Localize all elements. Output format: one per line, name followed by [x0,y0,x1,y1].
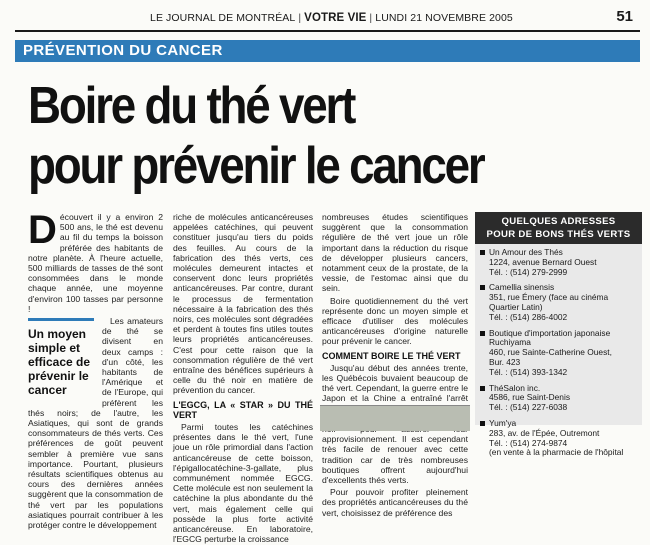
shop-name: Yum'ya [489,417,517,428]
column-2-paragraph-2: Parmi toutes les catéchines présentes dans le thé vert, l'une joue un rôle primordial dans l'action anticancéreuse de cette boisson, l'épigallocatéchine-3-gallate, plus communément nommée EGCG. Cette molécule est non seulement la catéchine la plus abondante du thé vert, mais également celle qui possède la plus forte activité anticancéreuse. En laboratoire, l'EGCG perturbe la croissance [173,422,313,545]
article-column-2 [173,212,313,545]
square-bullet-icon [480,421,485,426]
address-entry [480,384,638,413]
shop-address: 1224, avenue Bernard Ouest [489,256,597,267]
page-number: 51 [616,8,633,25]
shop-note: (en vente à la pharmacie de l'hôpital [489,447,624,458]
address-sidebar [475,212,642,458]
column-1-paragraph-1: écouvert il y a environ 2 500 ans, le thé est devenu au fil du temps la boisson préférée des habitants de notre planète. À l'heure actuelle, 500 milliards de tasses de thé sont consommées dans le monde chaque année, une moyenne d'environ 100 tasses par personne ! [28,212,163,314]
address-entry [480,329,638,378]
sidebar-title-line-2: POUR DE BONS THÉS VERTS [486,229,631,240]
shop-address: 283, av. de l'Épée, Outremont [489,427,600,438]
shop-name: Camellia sinensis [489,282,555,293]
sidebar-title [475,212,642,244]
address-entry [480,283,638,322]
sidebar-title-line-1: QUELQUES ADRESSES [501,216,616,227]
square-bullet-icon [480,331,485,336]
column-3-paragraph-3: Jusqu'au début des années trente, les Québécois buvaient beaucoup de thé vert. Cependant, la guerre entre le Japon et la Chine a entraîné l'arrêt approvisionnement. Il est cependant très facile de renouer avec cette tradition car de très nombreuses boutiques offrent aujourd'hui d'excellents thés verts. [322,362,468,486]
section-banner-label: PRÉVENTION DU CANCER [23,42,223,59]
shop-phone: Tél. : (514) 286-4002 [489,311,568,322]
headline-line-1: Boire du thé vert [28,77,355,135]
square-bullet-icon [480,250,485,255]
column-3-paragraph-4: Pour pouvoir profiter pleinement des propriétés anticancéreuses du thé vert, choisissez de préférence des [322,487,468,518]
column-1-paragraph-2: Les amateurs de thé se divisent en deux camps : d'un côté, les habitants de l'Amérique et de l'Europe, qui préfèrent les thés noirs; de l'autre, les Asiatiques, qui sont de grands consommateurs de thés verts. Ces préférences de goût peuvent sembler à première vue sans importance. Pourtant, plusieurs résultats scientifiques obtenus au cours des dernières années suggèrent que la consommation de thé vert par les populations asiatiques pourrait contribuer à les protéger contre le développement [28,316,163,531]
section-banner [15,40,640,62]
shop-name: Un Amour des Thés [489,247,563,257]
section-name: VOTRE VIE [304,12,367,24]
shop-phone: Tél. : (514) 279-2999 [489,266,568,277]
shop-address-detail: Bur. 423 [489,356,521,367]
shop-name: ThéSalon inc. [489,382,541,393]
column-3-paragraph-2: Boire quotidiennement du thé vert représente donc un moyen simple et efficace d'utiliser des molécules anticancéreuses d'origine naturelle pour prévenir le cancer. [322,295,468,347]
article-column-1 [28,208,163,531]
shop-phone: Tél. : (514) 274-9874 [489,437,568,448]
address-entry [480,419,638,458]
square-bullet-icon [480,386,485,391]
shop-address: 4586, rue Saint-Denis [489,392,571,403]
shop-address: 351, rue Émery (face au cinéma [489,292,609,303]
sidebar-address-list [480,248,638,464]
subheading-comment-boire: COMMENT BOIRE LE THÉ VERT [322,350,461,361]
shop-phone: Tél. : (514) 393-1342 [489,366,568,377]
headline-line-2: pour prévenir le cancer [28,137,484,195]
masthead-rule [15,30,640,32]
column-3-paragraph-1: nombreuses études scientifiques suggèrent que la consommation régulière de thé vert joue un rôle important dans la réduction du risque de développer plusieurs cancers, notamment ceux de la prostate, de la vessie, de l'estomac ainsi que du sein. [322,212,468,294]
pull-quote: Un moyen simple et efficace de prévenir le cancer [28,318,94,397]
newspaper-name: LE JOURNAL DE MONTRÉAL [150,12,296,24]
address-entry [480,248,638,277]
tea-photo [320,405,470,431]
square-bullet-icon [480,285,485,290]
article-column-3 [322,212,468,518]
drop-cap: D [28,208,57,252]
masthead: LE JOURNAL DE MONTRÉAL | VOTRE VIE | LUNDI 21 NOVEMBRE 2005 51 [150,8,633,25]
shop-address-detail: Quartier Latin) [489,301,543,312]
shop-name-detail: Ruchiyama [489,337,531,348]
column-2-paragraph-1: riche de molécules anticancéreuses appelées catéchines, qui peuvent constituer jusqu'au tiers du poids des feuilles. Au cours de la fabrication des thés verts, ces molécules demeurent intactes et conservent donc leurs propriétés anticancéreuses. Par contre, durant le processus de fermentation nécessaire à la fabrication des thés noirs, ces molécules sont dégradées et perdent à toutes fins utiles toutes leurs propriétés anticancéreuses. C'est pour cette raison que la consommation régulière de thé vert entraîne des bénéfices supérieurs à celle du thé noir en matière de prévention du cancer. [173,212,313,396]
shop-name: Boutique d'importation japonaise [489,327,611,338]
shop-address: 460, rue Sainte-Catherine Ouest, [489,347,612,358]
shop-phone: Tél. : (514) 227-6038 [489,402,568,413]
issue-date: LUNDI 21 NOVEMBRE 2005 [375,12,513,24]
subheading-egcg: L'EGCG, LA « STAR » DU THÉ VERT [173,399,313,420]
